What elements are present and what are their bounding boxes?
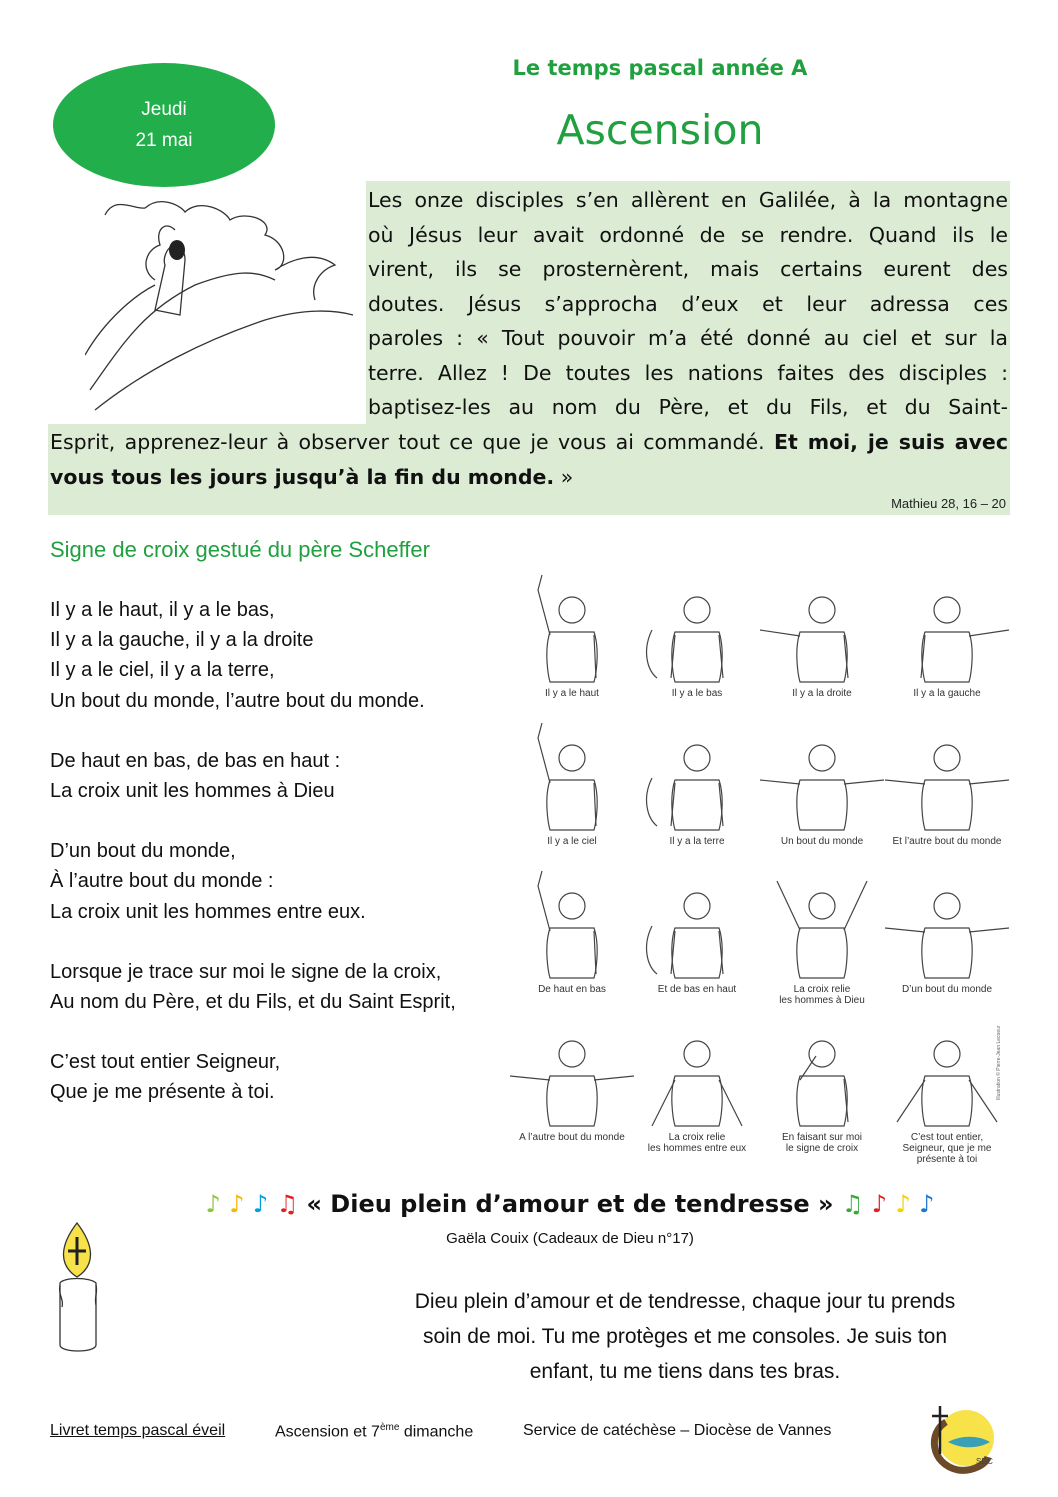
gesture-caption: Il y a le ciel <box>547 836 597 847</box>
gesture-caption: Il y a le bas <box>671 688 723 699</box>
gesture-figure <box>777 881 867 978</box>
song-line: soin de moi. Tu me protèges et me consoles. Je suis ton <box>422 1325 948 1348</box>
gospel-text-bold: Et moi, je suis avec vous tous les jours jusqu’à la fin du monde. <box>50 430 1008 489</box>
music-note-icon: ♪ <box>871 1190 888 1218</box>
gesture-figure <box>647 893 723 978</box>
gospel-line: où Jésus leur avait ordonné de se rendre. Quand ils le <box>368 222 1008 247</box>
song-line: Dieu plein d’amour et de tendresse, chaque jour tu prends <box>414 1290 956 1313</box>
gesture-figure <box>897 1041 997 1126</box>
gesture-caption: les hommes entre eux <box>647 1143 747 1154</box>
gesture-figure <box>538 723 597 830</box>
diocese-logo <box>918 1402 1008 1477</box>
gesture-figure <box>760 597 848 682</box>
gospel-line: paroles : « Tout pouvoir m’a été donné au ciel et sur la <box>368 326 1008 350</box>
gospel-text-full <box>50 425 1008 494</box>
footer-middle-post: dimanche <box>399 1423 474 1441</box>
date-day: Jeudi <box>141 99 187 120</box>
series-title: Le temps pascal année A <box>512 56 808 80</box>
gesture-caption: De haut en bas <box>538 984 606 995</box>
gospel-line: baptisez-les au nom du Père, et du Fils, et du Saint- <box>368 395 1008 419</box>
gesture-figure <box>647 745 723 830</box>
poem-stanza <box>50 595 520 716</box>
poem-stanza <box>50 957 520 1017</box>
candle-icon <box>50 1215 120 1355</box>
date-badge <box>53 63 275 187</box>
song-title-line <box>190 1190 950 1218</box>
poem-stanza <box>50 1047 520 1107</box>
gesture-caption: Et l’autre bout du monde <box>892 836 1002 847</box>
poem-line: C’est tout entier Seigneur, <box>50 1051 281 1074</box>
poem-line: Un bout du monde, l’autre bout du monde. <box>50 689 425 712</box>
gesture-caption: Et de bas en haut <box>657 984 737 995</box>
gospel-reference: Mathieu 28, 16 – 20 <box>891 496 1006 511</box>
gesture-caption: Seigneur, que je me <box>902 1143 992 1154</box>
gesture-caption: Il y a la terre <box>669 836 725 847</box>
footer-middle-pre: Ascension et 7 <box>275 1423 380 1441</box>
gesture-caption: C’est tout entier, <box>910 1132 984 1143</box>
logo-text: SDC <box>976 1457 993 1466</box>
gesture-figure <box>797 1041 848 1126</box>
gospel-line: Les onze disciples s’en allèrent en Galilée, à la montagne <box>368 188 1008 212</box>
gesture-figure <box>652 1041 742 1126</box>
gesture-figure <box>921 597 1009 682</box>
gesture-figure <box>538 871 597 978</box>
ascension-drawing <box>85 190 360 420</box>
song-lyrics <box>360 1284 1010 1389</box>
gesture-figure <box>538 575 597 682</box>
gospel-line: virent, ils se prosternèrent, mais certains eurent des <box>368 257 1008 281</box>
gesture-caption: La croix relie <box>668 1132 726 1143</box>
gospel-text-end: » <box>554 464 574 489</box>
section-title: Signe de croix gestué du père Scheffer <box>50 537 430 562</box>
gesture-caption: Il y a le haut <box>545 688 599 699</box>
footer-right: Service de catéchèse – Diocèse de Vannes <box>523 1422 832 1439</box>
gesture-caption: le signe de croix <box>785 1143 859 1154</box>
poem-line: Lorsque je trace sur moi le signe de la croix, <box>50 960 442 983</box>
music-note-icon: ♪ <box>919 1190 935 1218</box>
poem-line: Il y a le ciel, il y a la terre, <box>50 659 275 682</box>
date-date: 21 mai <box>135 130 193 151</box>
gesture-figure <box>885 745 1009 830</box>
gesture-caption: A l’autre bout du monde <box>519 1132 625 1143</box>
music-note-icon: ♫ <box>841 1190 864 1218</box>
gesture-caption: Il y a la droite <box>792 688 852 699</box>
poem-line: Au nom du Père, et du Fils, et du Saint Esprit, <box>50 991 456 1014</box>
gesture-caption: D’un bout du monde <box>901 984 993 995</box>
music-note-icon: ♪ <box>895 1190 911 1218</box>
footer-middle <box>275 1422 473 1441</box>
footer-left: Livret temps pascal éveil <box>50 1422 226 1439</box>
poem-line: Que je me présente à toi. <box>50 1081 275 1104</box>
poem <box>50 595 520 1138</box>
gesture-figure <box>760 745 884 830</box>
footer-middle-sup: ème <box>379 1422 400 1433</box>
gesture-caption: La croix relie <box>793 984 851 995</box>
illustration-credit: Illustration © Pierre-Jean Lecoeur <box>996 1025 1002 1100</box>
gesture-illustrations <box>510 560 1010 1165</box>
gospel-line: doutes. Jésus s’approcha d’eux et leur adressa ces <box>368 291 1008 316</box>
music-note-icon: ♪ <box>205 1190 221 1218</box>
song-author: Gaëla Couix (Cadeaux de Dieu n°17) <box>446 1230 694 1247</box>
gospel-text-right <box>368 183 1008 425</box>
poem-line: La croix unit les hommes entre eux. <box>50 900 366 923</box>
music-note-icon: ♪ <box>229 1190 245 1218</box>
poem-stanza <box>50 746 520 806</box>
gesture-figure <box>647 597 723 682</box>
music-note-icon: ♫ <box>276 1190 299 1218</box>
gesture-caption: présente à toi <box>916 1154 978 1165</box>
poem-stanza <box>50 836 520 927</box>
gesture-caption: Un bout du monde <box>780 836 864 847</box>
gesture-caption: les hommes à Dieu <box>779 995 865 1006</box>
poem-line: Il y a le haut, il y a le bas, <box>50 599 275 621</box>
gesture-caption: En faisant sur moi <box>781 1132 863 1143</box>
poem-line: La croix unit les hommes à Dieu <box>50 780 335 803</box>
gospel-line: terre. Allez ! De toutes les nations faites des disciples : <box>368 360 1008 385</box>
gesture-caption: Il y a la gauche <box>913 688 981 699</box>
gesture-figure <box>510 1041 634 1126</box>
poem-line: À l’autre bout du monde : <box>50 870 274 893</box>
page-title: Ascension <box>556 106 764 154</box>
poem-line: D’un bout du monde, <box>50 840 236 863</box>
gesture-figure <box>885 893 1009 978</box>
song-title: « Dieu plein d’amour et de tendresse » <box>306 1190 834 1218</box>
poem-line: Il y a la gauche, il y a la droite <box>50 629 314 652</box>
poem-line: De haut en bas, de bas en haut : <box>50 749 341 772</box>
music-note-icon: ♪ <box>252 1190 269 1218</box>
gospel-text-start: Esprit, apprenez-leur à observer tout ce que je vous ai commandé. <box>50 430 774 454</box>
song-line: enfant, tu me tiens dans tes bras. <box>529 1360 841 1383</box>
